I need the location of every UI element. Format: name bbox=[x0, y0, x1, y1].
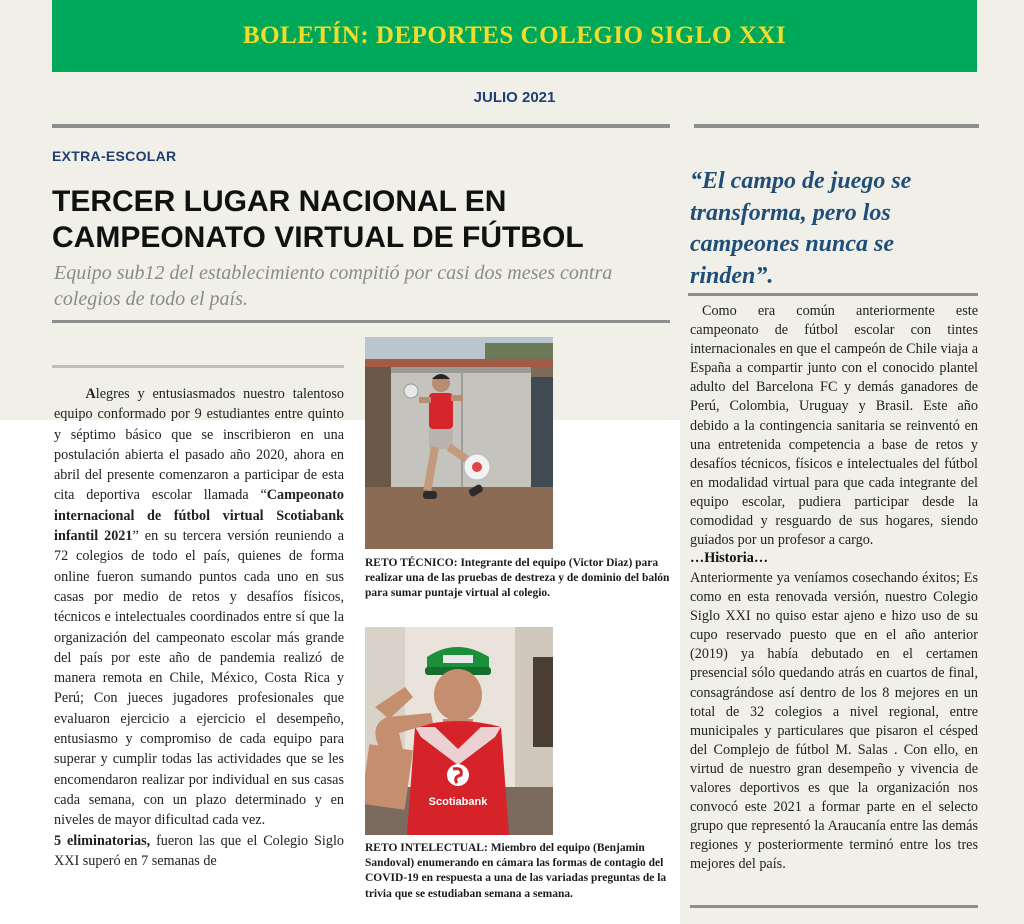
body-paragraph-1: legres y entusiasmados nuestro talentoso equipo conformado por 9 estudiantes entre quinto y séptimo básico que se inscribieron en una postulación abierta el pasado año 2020, ahora en abril del presente comenzaron a participar de esta cita deportiva escolar llamada “ bbox=[54, 386, 344, 504]
body-paragraph-2: fueron las que el Colegio Siglo XXI superó en 7 semanas de bbox=[54, 832, 344, 869]
shirt-logo-text: Scotiabank bbox=[428, 796, 488, 808]
caption-label: RETO INTELECTUAL: bbox=[365, 842, 488, 854]
photo-intelectual bbox=[365, 627, 553, 835]
divider bbox=[694, 124, 979, 128]
headline-line-1: TERCER LUGAR NACIONAL EN bbox=[52, 185, 507, 218]
caption-label: RETO TÉCNICO: bbox=[365, 557, 458, 569]
photo-tecnico-caption bbox=[365, 556, 675, 602]
divider bbox=[52, 365, 344, 368]
photo-intelectual-illustration bbox=[365, 627, 553, 835]
section-label: EXTRA-ESCOLAR bbox=[52, 148, 177, 164]
sidebar-paragraph-1-text: Como era común anteriormente este campeonato de fútbol escolar con tintes internacionales en que el campeón de Chile viaja a España a compartir junto con el conocido plantel adulto del Barcelona FC y demás ganadores de Perú, Colombia, Uruguay y Brasil. Este año debido a la contingencia sanitaria se reinventó en una entretenida competencia a base de retos y desafíos técnicos, físicos e intelectuales del fútbol en modalidad virtual para que cada integrante del equipo escolar, pudiera participar desde la comodidad y resguardo de sus hogares, siendo guiados por un profesor a cargo. bbox=[690, 303, 978, 549]
issue-date: JULIO 2021 bbox=[473, 89, 556, 106]
sidebar-paragraph-2: Anteriormente ya veníamos cosechando éxitos; Es como en esta renovada versión, nuestro Colegio Siglo XXI no quiso estar ajeno e hizo uso de su cupo reservado puesto que en el año anterior (2019) ya había debutado en el certamen presencial sólo quedando atrás en cuartos de final, consagrándose así dentro de los 8 mejores en un total de 32 colegios a nivel regional, entre municipales y particulares que pisaron el césped del Complejo de fútbol M. Salas . Con ello, en virtud de nuestro gran desempeño y vivencia de valores deportivos es que la organización nos convocó este 2021 a formar parte en el selecto grupo que representó la Araucanía entre las demás regiones y posteriormente terminó entre los tres mejores del país. bbox=[690, 570, 978, 873]
caption-text: Integrante del equipo (Victor Diaz) para realizar una de las pruebas de destreza y de dominio del balón para sumar puntaje virtual al colegio. bbox=[365, 557, 670, 600]
headline-line-2: CAMPEONATO VIRTUAL DE FÚTBOL bbox=[52, 221, 584, 254]
pull-quote: “El campo de juego se transforma, pero los campeones nunca se rinden”. bbox=[690, 168, 912, 289]
history-heading: …Historia… bbox=[690, 550, 769, 566]
photo-tecnico-illustration bbox=[365, 337, 553, 549]
article-headline bbox=[52, 184, 692, 256]
divider bbox=[52, 124, 670, 128]
divider bbox=[690, 905, 978, 908]
sidebar-paragraph-1 bbox=[690, 302, 978, 550]
caption-text: Miembro del equipo (Benjamin Sandoval) enumerando en cámara las formas de contagio del COVID-19 en respuesta a una de las variadas preguntas de la trivia que se estudiaban semana a semana. bbox=[365, 842, 667, 900]
article-body bbox=[54, 384, 344, 871]
newsletter-title: BOLETÍN: DEPORTES COLEGIO SIGLO XXI bbox=[242, 22, 787, 49]
drop-cap: A bbox=[85, 386, 96, 402]
newsletter-banner bbox=[52, 0, 977, 72]
event-name: Campeonato internacional de fútbol virtual Scotiabank infantil 2021 bbox=[54, 487, 344, 545]
eliminatorias-label: 5 eliminatorias, bbox=[54, 832, 151, 849]
divider bbox=[688, 293, 978, 296]
body-paragraph-1-rest: ” en su tercera versión reuniendo a 72 colegios de todo el país, quienes de forma online fueron sumando puntos cada uno en sus casas por medio de retos y desafíos físicos, técnicos e intelectuales coordinados entre sí que la organización del campeonato escolar más grande del país por este año de pandemia realizó de manera remota en Chile, México, Costa Rica y Perú; Con jueces jugadores profesionales que evaluaron ejercicio a ejercicio el desempeño, entusiasmo y compromiso de cada equipo para superar y cumplir todas las actividades que se les encomendaron realizar por individual en sus casas cada semana, con un plazo determinado y en niveles de mayor dificultad cada vez. bbox=[54, 528, 344, 829]
divider bbox=[52, 320, 670, 323]
article-subheadline: Equipo sub12 del establecimiento compitió por casi dos meses contra colegios de todo el país. bbox=[54, 262, 613, 310]
photo-tecnico bbox=[365, 337, 553, 549]
photo-intelectual-caption bbox=[365, 841, 675, 902]
